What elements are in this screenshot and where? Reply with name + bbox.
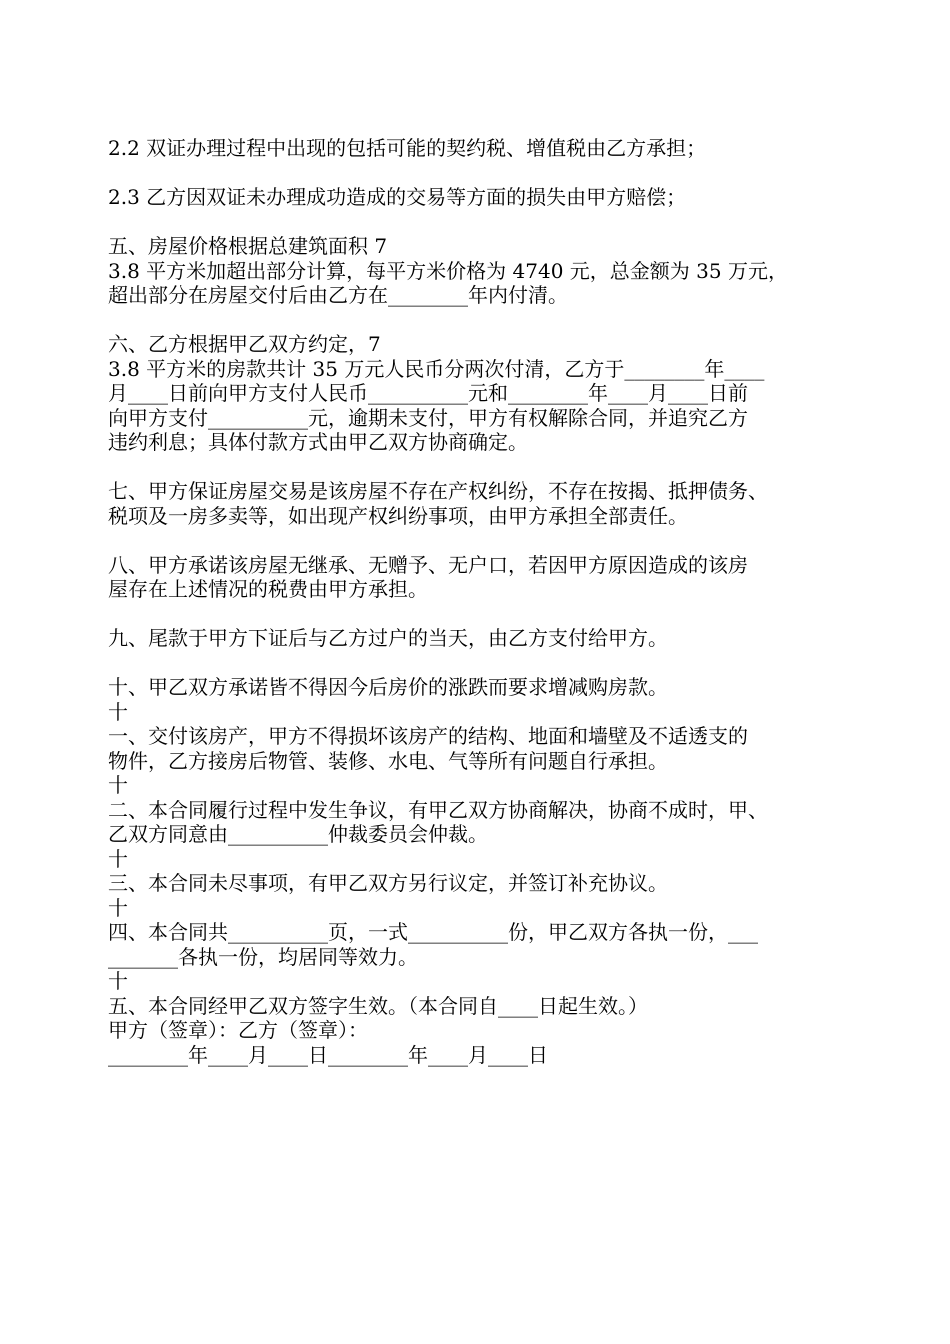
text-line: 五、房屋价格根据总建筑面积 7 xyxy=(108,234,388,258)
text-line: 向甲方支付__________元，逾期未支付，甲方有权解除合同，并追究乙方 xyxy=(108,405,748,430)
text-line: 超出部分在房屋交付后由乙方在________年内付清。 xyxy=(108,283,568,307)
text-line: 月____日前向甲方支付人民币__________元和________年____月____日前 xyxy=(108,381,748,405)
text-line: 3.8 平方米的房款共计 35 万元人民币分两次付清，乙方于________年____ xyxy=(108,356,765,381)
text-line: 物件，乙方接房后物管、装修、水电、气等所有问题自行承担。 xyxy=(108,748,668,773)
clause-2-2 xyxy=(108,136,868,161)
text-line: 3.8 平方米加超出部分计算，每平方米价格为 4740 元，总金额为 35 万元， xyxy=(108,258,788,283)
text-line: 违约利息；具体付款方式由甲乙双方协商确定。 xyxy=(108,430,528,454)
text-line: 2.3 乙方因双证未办理成功造成的交易等方面的损失由甲方赔偿； xyxy=(108,185,687,209)
text-line: 十、甲乙双方承诺皆不得因今后房价的涨跌而要求增减购房款。 xyxy=(108,675,668,699)
text-line: 屋存在上述情况的税费由甲方承担。 xyxy=(108,577,428,601)
text-line: 九、尾款于甲方下证后与乙方过户的当天，由乙方支付给甲方。 xyxy=(108,626,668,650)
clause-2-3 xyxy=(108,185,868,210)
text-line: 十 xyxy=(108,699,128,724)
clause-5-price xyxy=(108,234,868,308)
text-line: _______各执一份，均居同等效力。 xyxy=(108,944,418,969)
clause-6-payment xyxy=(108,332,868,455)
contract-page xyxy=(108,136,868,1067)
clause-8-promise xyxy=(108,553,868,602)
text-line: 一、交付该房产，甲方不得损坏该房产的结构、地面和墙壁及不适透支的 xyxy=(108,724,748,748)
text-line: 七、甲方保证房屋交易是该房屋不存在产权纠纷，不存在按揭、抵押债务、 xyxy=(108,479,768,503)
clause-7-guarantee xyxy=(108,479,868,528)
text-line: 十 xyxy=(108,969,128,993)
text-line: 四、本合同共__________页，一式__________份，甲乙双方各执一份，___ xyxy=(108,920,758,944)
text-line: 十 xyxy=(108,895,128,920)
text-line: 八、甲方承诺该房屋无继承、无赠予、无户口，若因甲方原因造成的该房 xyxy=(108,552,748,577)
text-line: 六、乙方根据甲乙双方约定，7 xyxy=(108,332,381,356)
clauses-10-to-15 xyxy=(108,675,868,1067)
clause-9-final-payment xyxy=(108,626,868,651)
text-line: 二、本合同履行过程中发生争议，有甲乙双方协商解决，协商不成时，甲、 xyxy=(108,797,768,822)
signature-dates: ________年____月____日________年____月____日 xyxy=(108,1042,548,1067)
signature-labels: 甲方（签章）：乙方（签章）： xyxy=(108,1018,368,1042)
text-line: 2.2 双证办理过程中出现的包括可能的契约税、增值税由乙方承担； xyxy=(108,136,707,160)
text-line: 十 xyxy=(108,846,128,871)
text-line: 乙双方同意由__________仲裁委员会仲裁。 xyxy=(108,822,488,846)
text-line: 五、本合同经甲乙双方签字生效。（本合同自____日起生效。） xyxy=(108,993,648,1018)
text-line: 十 xyxy=(108,773,128,797)
text-line: 税项及一房多卖等，如出现产权纠纷事项，由甲方承担全部责任。 xyxy=(108,503,688,528)
text-line: 三、本合同未尽事项，有甲乙双方另行议定，并签订补充协议。 xyxy=(108,871,668,895)
